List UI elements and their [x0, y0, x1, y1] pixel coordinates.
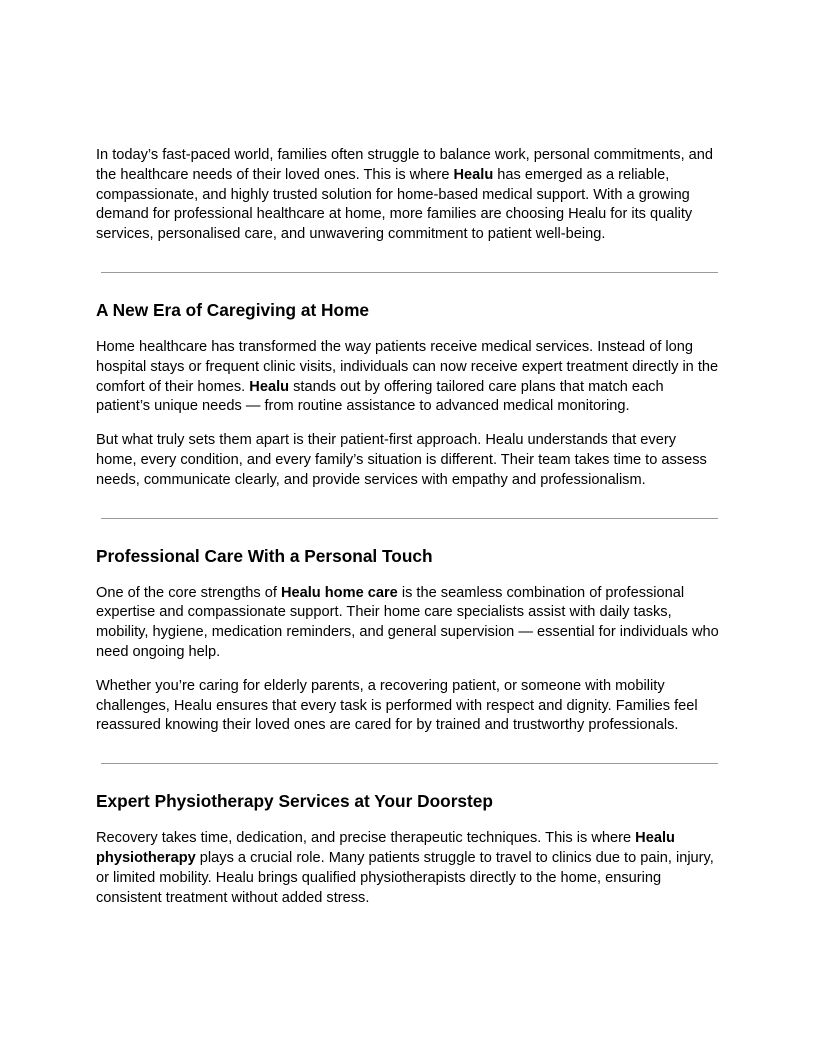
section1-text: Home healthcare has transformed the way patients receive medical services. Instead of long hospital stays or frequent clinic visits, individuals can now receive expert treatment directly in the comfort of their homes.	[96, 338, 719, 395]
section1-paragraph-1	[96, 338, 720, 417]
section-heading-caregiving: A New Era of Caregiving at Home	[96, 299, 370, 320]
section2-paragraph-1	[96, 584, 720, 663]
intro-bold-healu: Healu	[453, 166, 494, 183]
section-heading-physiotherapy: Expert Physiotherapy Services at Your Doorstep	[96, 791, 493, 812]
section2-text: One of the core strengths of	[96, 584, 281, 601]
section2-bold-healu-home-care: Healu home care	[280, 584, 398, 601]
intro-text-cont: has emerged as a reliable, compassionate, and highly trusted solution for home-based medical support. With a growing demand for professional healthcare at home, more families are choosing Healu for its quality services, personalised care, and unwavering commitment to patient well-being.	[96, 166, 693, 243]
divider	[101, 518, 718, 519]
section3-text-cont: plays a crucial role. Many patients struggle to travel to clinics due to pain, injury, or limited mobility. Healu brings qualified physiotherapists directly to the home, ensuring consistent treatment without added stress.	[96, 849, 714, 906]
section2-text-cont: is the seamless combination of professional expertise and compassionate support. Their home care specialists assist with daily tasks, mobility, hygiene, medication reminders, and general supervision — essential for individuals who need ongoing help.	[96, 584, 719, 660]
divider	[101, 272, 718, 273]
document-page	[96, 146, 720, 908]
section-heading-professional-care: Professional Care With a Personal Touch	[96, 545, 433, 566]
intro-text: In today’s fast-paced world, families often struggle to balance work, personal commitments, and the healthcare needs of their loved ones. This is where	[96, 147, 714, 183]
section3-paragraph-1	[96, 829, 720, 908]
section3-text: Recovery takes time, dedication, and precise therapeutic techniques. This is where	[96, 830, 636, 847]
section3-bold-healu-physiotherapy: Healu physiotherapy	[96, 830, 675, 866]
divider	[101, 763, 718, 764]
intro-paragraph	[96, 146, 720, 245]
section1-bold-healu: Healu	[249, 378, 290, 395]
section2-paragraph-2: Whether you’re caring for elderly parents, a recovering patient, or someone with mobility challenges, Healu ensures that every task is performed with respect and dignity. Families feel reassured knowing their loved ones are cared for by trained and trustworthy professionals.	[96, 677, 698, 734]
section1-text-cont: stands out by offering tailored care plans that match each patient’s unique needs — from routine assistance to advanced medical monitoring.	[96, 378, 664, 415]
section1-paragraph-2: But what truly sets them apart is their patient-first approach. Healu understands that every home, every condition, and every family’s situation is different. Their team takes time to assess needs, communicate clearly, and provide services with empathy and professionalism.	[96, 432, 707, 488]
